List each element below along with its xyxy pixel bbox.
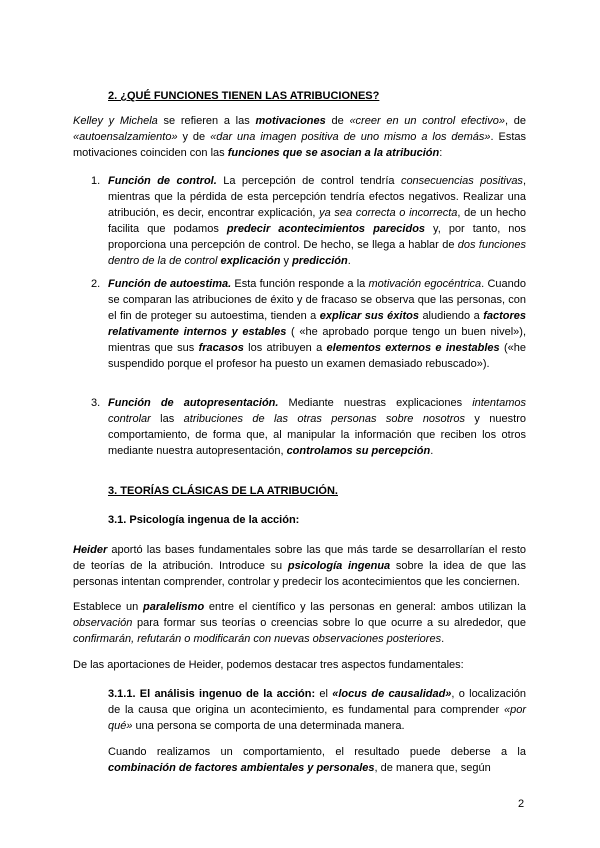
list-number: 1. [91,175,101,187]
intro-paragraph [73,113,526,161]
aportaciones-paragraph: De las aportaciones de Heider, podemos destacar tres aspectos fundamentales: [73,659,464,671]
emphasis-text: «autoensalzamiento» [73,131,178,143]
emphasis-text: dos funciones dentro de la de control [108,239,526,267]
emphasis-text: ya sea correcta o incorrecta [319,207,458,219]
emphasis-text: funciones que se asocian a la atribución [227,147,440,159]
emphasis-text: Heider [73,544,108,556]
text-run: de [325,115,350,127]
emphasis-text: consecuencias positivas [400,175,523,187]
emphasis-text: controlamos su percepción [286,445,431,457]
emphasis-text: factores relativamente internos y estables [108,310,526,338]
text-run: Establece un [73,601,144,613]
emphasis-text: paralelismo [143,601,205,613]
text-run: Cuando realizamos un comportamiento, el resultado puede deberse a la [108,746,526,758]
text-run: los atribuyen a [243,342,327,354]
text-run: el [315,688,333,700]
text-run: para formar sus teorías o creencias sobre lo que ocurre a su alrededor, que [132,617,526,629]
section-heading-funciones: 2. ¿QUÉ FUNCIONES TIENEN LAS ATRIBUCIONES? [108,90,380,102]
text-run: . Cuando se comparan las atribuciones de éxito y de fracaso se observa que las personas, con el fin de proteger su autoestima, tienden a [108,278,526,322]
section-heading-teorias: 3. TEORÍAS CLÁSICAS DE LA ATRIBUCIÓN. [108,485,338,497]
function-control-item [108,173,526,269]
text-run: y, por tanto, nos proporciona una percepción de control. De hecho, se llega a hablar de [108,223,526,251]
text-run: aportó las bases fundamentales sobre las que más tarde se desarrollarían el resto de teorías de la atribución. Introduce su [73,544,526,572]
list-number: 3. [91,397,101,409]
text-run: , o localización de la causa que origina un acontecimiento, es fundamental para comprender [108,688,526,716]
text-run: y nuestro comportamiento, de forma que, al manipular la información que reciben los otros mediante nuestra autopresentación, [108,413,526,457]
emphasis-text: atribuciones de las otras personas sobre nosotros [183,413,466,425]
text-run: aludiendo a [418,310,484,322]
text-run: y de [177,131,211,143]
emphasis-text: «creer en un control efectivo» [349,115,505,127]
emphasis-text: explicación [220,255,281,267]
emphasis-text: «dar una imagen positiva de uno mismo a los demás» [210,131,491,143]
emphasis-text: predecir acontecimientos parecidos [226,223,426,235]
text-run: se refieren a las [157,115,256,127]
emphasis-text: Función de autoestima. [108,278,232,290]
text-run: , de [504,115,526,127]
emphasis-text: elementos externos e inestables [326,342,500,354]
text-run: Mediante nuestras explicaciones [278,397,473,409]
text-run: entre el científico y las personas en general: ambos utilizan la [204,601,526,613]
emphasis-text: predicción [292,255,348,267]
emphasis-text: «locus de causalidad» [332,688,452,700]
page-number: 2 [518,798,525,810]
emphasis-text: 3.1.1. El análisis ingenuo de la acción: [108,688,316,700]
text-run: Esta función responde a la [231,278,369,290]
emphasis-text: motivación egocéntrica [368,278,482,290]
text-run: , de un hecho facilita que podamos [108,207,526,235]
text-run: una persona se comporta de una determinada manera. [132,720,405,732]
emphasis-text: observación [73,617,133,629]
list-number: 2. [91,278,101,290]
emphasis-text: motivaciones [255,115,326,127]
analisis-ingenuo-paragraph [108,686,526,734]
emphasis-text: Función de control. [108,175,217,187]
text-run: . Estas motivaciones coinciden con las [73,131,527,159]
text-run: . [347,255,351,267]
emphasis-text: psicología ingenua [287,560,391,572]
emphasis-text: confirmarán, refutarán o modificarán con nuevas observaciones posteriores [73,633,442,645]
subheading-psicologia-ingenua: 3.1. Psicología ingenua de la acción: [108,514,300,526]
paralelismo-paragraph [73,599,526,647]
text-run: («he suspendido porque el profesor ha puesto un examen demasiado rebuscado»). [108,342,526,370]
function-autoestima-item [108,276,526,372]
text-run: : [439,147,443,159]
comportamiento-paragraph [108,744,526,776]
text-run: La percepción de control tendría [216,175,401,187]
text-run: y [280,255,293,267]
emphasis-text: explicar sus éxitos [319,310,419,322]
text-run: sobre la idea de que las personas intentan comprender, controlar y predecir los acontecimientos que les conciernen. [73,560,526,588]
text-run: ( «he aprobado porque tengo un buen nivel»), mientras que sus [108,326,526,354]
emphasis-text: intentamos controlar [108,397,526,425]
heider-paragraph [73,542,526,590]
emphasis-text: «por qué» [108,704,526,732]
emphasis-text: Kelley y Michela [73,115,158,127]
emphasis-text: Función de autopresentación. [108,397,279,409]
text-run: , mientras que la pérdida de esta percepción tendría efectos negativos. Realizar una atribución, es decir, encontrar explicación, [108,175,526,219]
emphasis-text: fracasos [198,342,244,354]
text-run: . [430,445,434,457]
emphasis-text: combinación de factores ambientales y personales [108,762,375,774]
text-run: , de manera que, según [374,762,491,774]
function-autopresentacion-item [108,395,526,459]
text-run: las [150,413,184,425]
text-run: . [441,633,445,645]
